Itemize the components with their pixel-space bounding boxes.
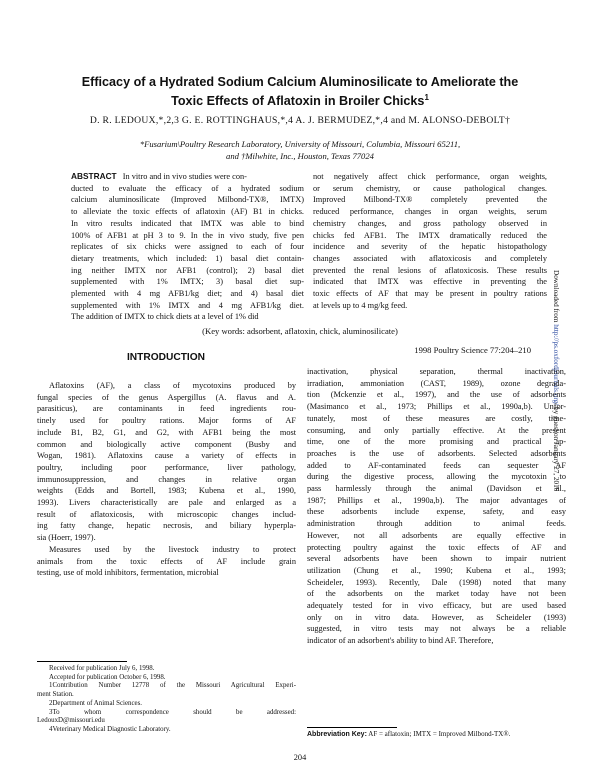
abstract-right-column bbox=[313, 171, 547, 311]
intro-line: irradiation, ammoniation (CAST, 1989), ozone degrada- bbox=[307, 378, 566, 388]
intro-line: tunately, most of these measures are costly, time- bbox=[307, 413, 566, 423]
intro-line: Measures used by the livestock industry to protect bbox=[49, 544, 296, 554]
intro-line: tinely used for poultry rations. Major forms of AF bbox=[37, 416, 296, 426]
abbreviation-divider bbox=[307, 727, 397, 728]
intro-line: Aflatoxins (AF), a class of mycotoxins produced by bbox=[49, 381, 296, 390]
abstract-line: chemistry changes, and gross pathology observed in bbox=[313, 218, 547, 228]
intro-line: result of aflatoxicosis, with microscopic changes includ- bbox=[37, 509, 296, 519]
intro-line: tion (Mckenzie et al., 1997), and the use of adsorbents bbox=[307, 390, 566, 400]
abstract-line: plemented with 4 mg AFB1/kg diet; and 4) basal diet bbox=[71, 289, 304, 299]
intro-line: However, not all adsorbents are equally effective in bbox=[307, 530, 566, 540]
abstract-line: replicates of six chicks were assigned to each of four bbox=[71, 242, 304, 252]
abstract-line: supplemented with 1% IMTX and 4 mg AFB1/kg diet. bbox=[71, 300, 304, 310]
download-prefix: Downloaded from bbox=[552, 270, 560, 325]
title-footnote-mark: 1 bbox=[424, 93, 429, 102]
intro-line: inactivation, physical separation, thermal inactivation, bbox=[307, 367, 566, 376]
abstract-line: In vitro results indicated that IMTX was able to bind bbox=[71, 218, 304, 228]
intro-line: weights (Edds and Bortell, 1983; Kubena et al., 1990, bbox=[37, 486, 296, 496]
intro-line: sia (Hoerr, 1997). bbox=[37, 533, 96, 543]
intro-column-2 bbox=[307, 366, 566, 647]
intro-line: utilization (Chung et al., 1990; Kubena et al., 1993; bbox=[307, 565, 566, 575]
footnote-line: 3To whom correspondence should be addressed: bbox=[49, 708, 296, 716]
abbreviation-key bbox=[307, 730, 566, 738]
intro-line: time, one of the more promising and practical ap- bbox=[307, 437, 566, 447]
abstract-line: chicks fed AFB1. The IMTX dramatically reduced the bbox=[313, 230, 547, 240]
footnote-line: 1Contribution Number 12778 of the Missouri Agricultural Experi- bbox=[49, 682, 296, 690]
intro-line: pass harmlessly through the animal (Davidson et al., bbox=[307, 484, 566, 494]
abstract-line: calcium aluminosilicate (Improved Milbond-TX®, IMTX) bbox=[71, 195, 304, 205]
abstract-line: The addition of IMTX to chick diets at a level of 1% did bbox=[71, 312, 259, 322]
intro-line: animals from the toxic effects of AF include grain bbox=[37, 556, 296, 566]
abstract-line: prevented the renal lesions of aflatoxicosis. These results bbox=[313, 265, 547, 275]
intro-line: ing fatty change, hepatic necrosis, and biliary hyperpla- bbox=[37, 521, 296, 531]
footnote-line: LedouxD@missouri.edu bbox=[37, 717, 105, 725]
intro-line: fungal species of the genus Aspergillus (A. flavus and A. bbox=[37, 392, 296, 402]
intro-line: of the adsorbents on the market today have not been bbox=[307, 589, 566, 599]
abstract-line: incidence and severity of the hepatic histopathology bbox=[313, 242, 547, 252]
footnote-line: Accepted for publication October 6, 1998. bbox=[49, 673, 166, 681]
intro-line: immunosuppression, and changes in relative organ bbox=[37, 474, 296, 484]
intro-line: added to AF-contaminated feeds can sequester AF bbox=[307, 460, 566, 470]
abstract-left-column bbox=[71, 171, 304, 323]
abbreviation-text: AF = aflatoxin; IMTX = Improved Milbond-TX®. bbox=[366, 730, 511, 738]
intro-line: these adsorbents include expense, safety, and easy bbox=[307, 507, 566, 517]
abstract-line: reduced performance, changes in organ weights, serum bbox=[313, 207, 547, 217]
intro-line: consuming, and only partially effective. At the present bbox=[307, 425, 566, 435]
abstract-line: ing neither IMTX nor AFB1 (control); 2) basal diet bbox=[71, 265, 304, 275]
intro-line: Wogan, 1981). Aflatoxins cause a variety of effects in bbox=[37, 451, 296, 461]
footnote-line: 2Department of Animal Sciences. bbox=[49, 699, 142, 707]
intro-column-1 bbox=[37, 380, 296, 579]
abstract-line: changes associated with aflatoxicosis and completely bbox=[313, 253, 547, 263]
intro-line: during the digestive process, allowing the mycotoxin to bbox=[307, 472, 566, 482]
abstract-line: 100% of AFB1 at pH 3 to 9. In the in vivo study, five pen bbox=[71, 230, 304, 240]
abbreviation-label: Abbreviation Key: bbox=[307, 731, 367, 738]
intro-line: include B1, B2, G1, and G2, with AFB1 being the most bbox=[37, 427, 296, 437]
abstract-line: ducted to evaluate the efficacy of a hydrated sodium bbox=[71, 183, 304, 193]
abstract-label: ABSTRACT bbox=[71, 171, 117, 181]
intro-line: several adsorbents have been shown to impair nutrient bbox=[307, 554, 566, 564]
abstract-line: Improved Milbond-TX® completely prevented the bbox=[313, 195, 547, 205]
footnote-line: Received for publication July 6, 1998. bbox=[49, 665, 155, 672]
keywords: (Key words: adsorbent, aflatoxin, chick, aluminosilicate) bbox=[202, 326, 398, 336]
download-suffix: by guest on January 27, 2016 bbox=[552, 405, 560, 492]
intro-line: indicator of an adsorbent's ability to bind AF. Therefore, bbox=[307, 636, 494, 646]
affiliation-line-1: *Fusarium\Poultry Research Laboratory, University of Missouri, Columbia, Missouri 65211, bbox=[139, 139, 461, 149]
abstract-line: supplemented with 1% IMTX; 3) basal diet sup- bbox=[71, 277, 304, 287]
intro-line: Scheideler, 1993). Recently, Dale (1998) noted that many bbox=[307, 577, 566, 587]
intro-line: (Masimanco et al., 1973; Phillips et al., 1990a,b). Unfor- bbox=[307, 402, 566, 412]
introduction-heading: INTRODUCTION bbox=[126, 352, 206, 363]
intro-line: proaches is the use of adsorbents. Selected adsorbents bbox=[307, 448, 566, 458]
article-title bbox=[40, 74, 560, 109]
footnote-line: ment Station. bbox=[37, 691, 74, 699]
intro-line: protecting poultry against the toxic effects of AF and bbox=[307, 542, 566, 552]
intro-line: common and biologically active component (Busby and bbox=[37, 439, 296, 449]
abstract-line: indicated that IMTX was effective in preventing the bbox=[313, 277, 547, 287]
title-line-1: Efficacy of a Hydrated Sodium Calcium Aluminosilicate to Ameliorate the bbox=[81, 75, 519, 89]
journal-citation: 1998 Poultry Science 77:204–210 bbox=[414, 345, 531, 355]
abstract-line: at levels up to 4 mg/kg feed. bbox=[313, 300, 408, 310]
abstract-line: In vitro and in vivo studies were con- bbox=[122, 172, 247, 181]
intro-line: 1993). Livers characteristically are pale and enlarged as a bbox=[37, 498, 296, 508]
intro-line: parasiticus), are contaminants in feed ingredients rou- bbox=[37, 404, 296, 414]
title-line-2: Toxic Effects of Aflatoxin in Broiler Chicks bbox=[171, 94, 425, 109]
author-list: D. R. LEDOUX,*,2,3 G. E. ROTTINGHAUS,*,4 A. J. BERMUDEZ,*,4 and M. ALONSO-DEBOLT† bbox=[89, 115, 511, 126]
abstract-line: or serum chemistry, or cause pathological changes. bbox=[313, 183, 547, 193]
abstract-line: dietary treatments, which included: 1) basal diet contain- bbox=[71, 253, 304, 263]
intro-line: administration through addition to animal feeds. bbox=[307, 519, 566, 529]
footnote-line: 4Veterinary Medical Diagnostic Laboratory. bbox=[49, 725, 171, 733]
abstract-line: not negatively affect chick performance, organ weights, bbox=[313, 172, 547, 181]
intro-line: 1987; Phillips et al., 1990a,b). The major advantages of bbox=[307, 495, 566, 505]
affiliation-line-2: and †Milwhite, Inc., Houston, Texas 77024 bbox=[226, 151, 374, 161]
affiliations bbox=[40, 138, 560, 162]
footnote-divider bbox=[37, 661, 127, 662]
intro-line: suggested, in vitro tests may not always be a reliable bbox=[307, 624, 566, 634]
journal-link[interactable]: http://ps.oxfordjournals.org/ bbox=[552, 324, 560, 406]
abstract-line: to alleviate the toxic effects of aflatoxin (AF) B1 in chicks. bbox=[71, 207, 304, 217]
intro-line: adequately tested for in vivo efficacy, but are used based bbox=[307, 601, 566, 611]
intro-line: testing, use of mold inhibitors, fermentation, microbial bbox=[37, 568, 219, 578]
intro-line: poultry, including poor performance, liver pathology, bbox=[37, 462, 296, 472]
abstract-line: toxic effects of AF that may be present in poultry rations bbox=[313, 289, 547, 299]
page-number: 204 bbox=[293, 753, 307, 762]
intro-line: only on in vitro data. However, as Scheideler (1993) bbox=[307, 612, 566, 622]
footnotes bbox=[37, 665, 296, 735]
